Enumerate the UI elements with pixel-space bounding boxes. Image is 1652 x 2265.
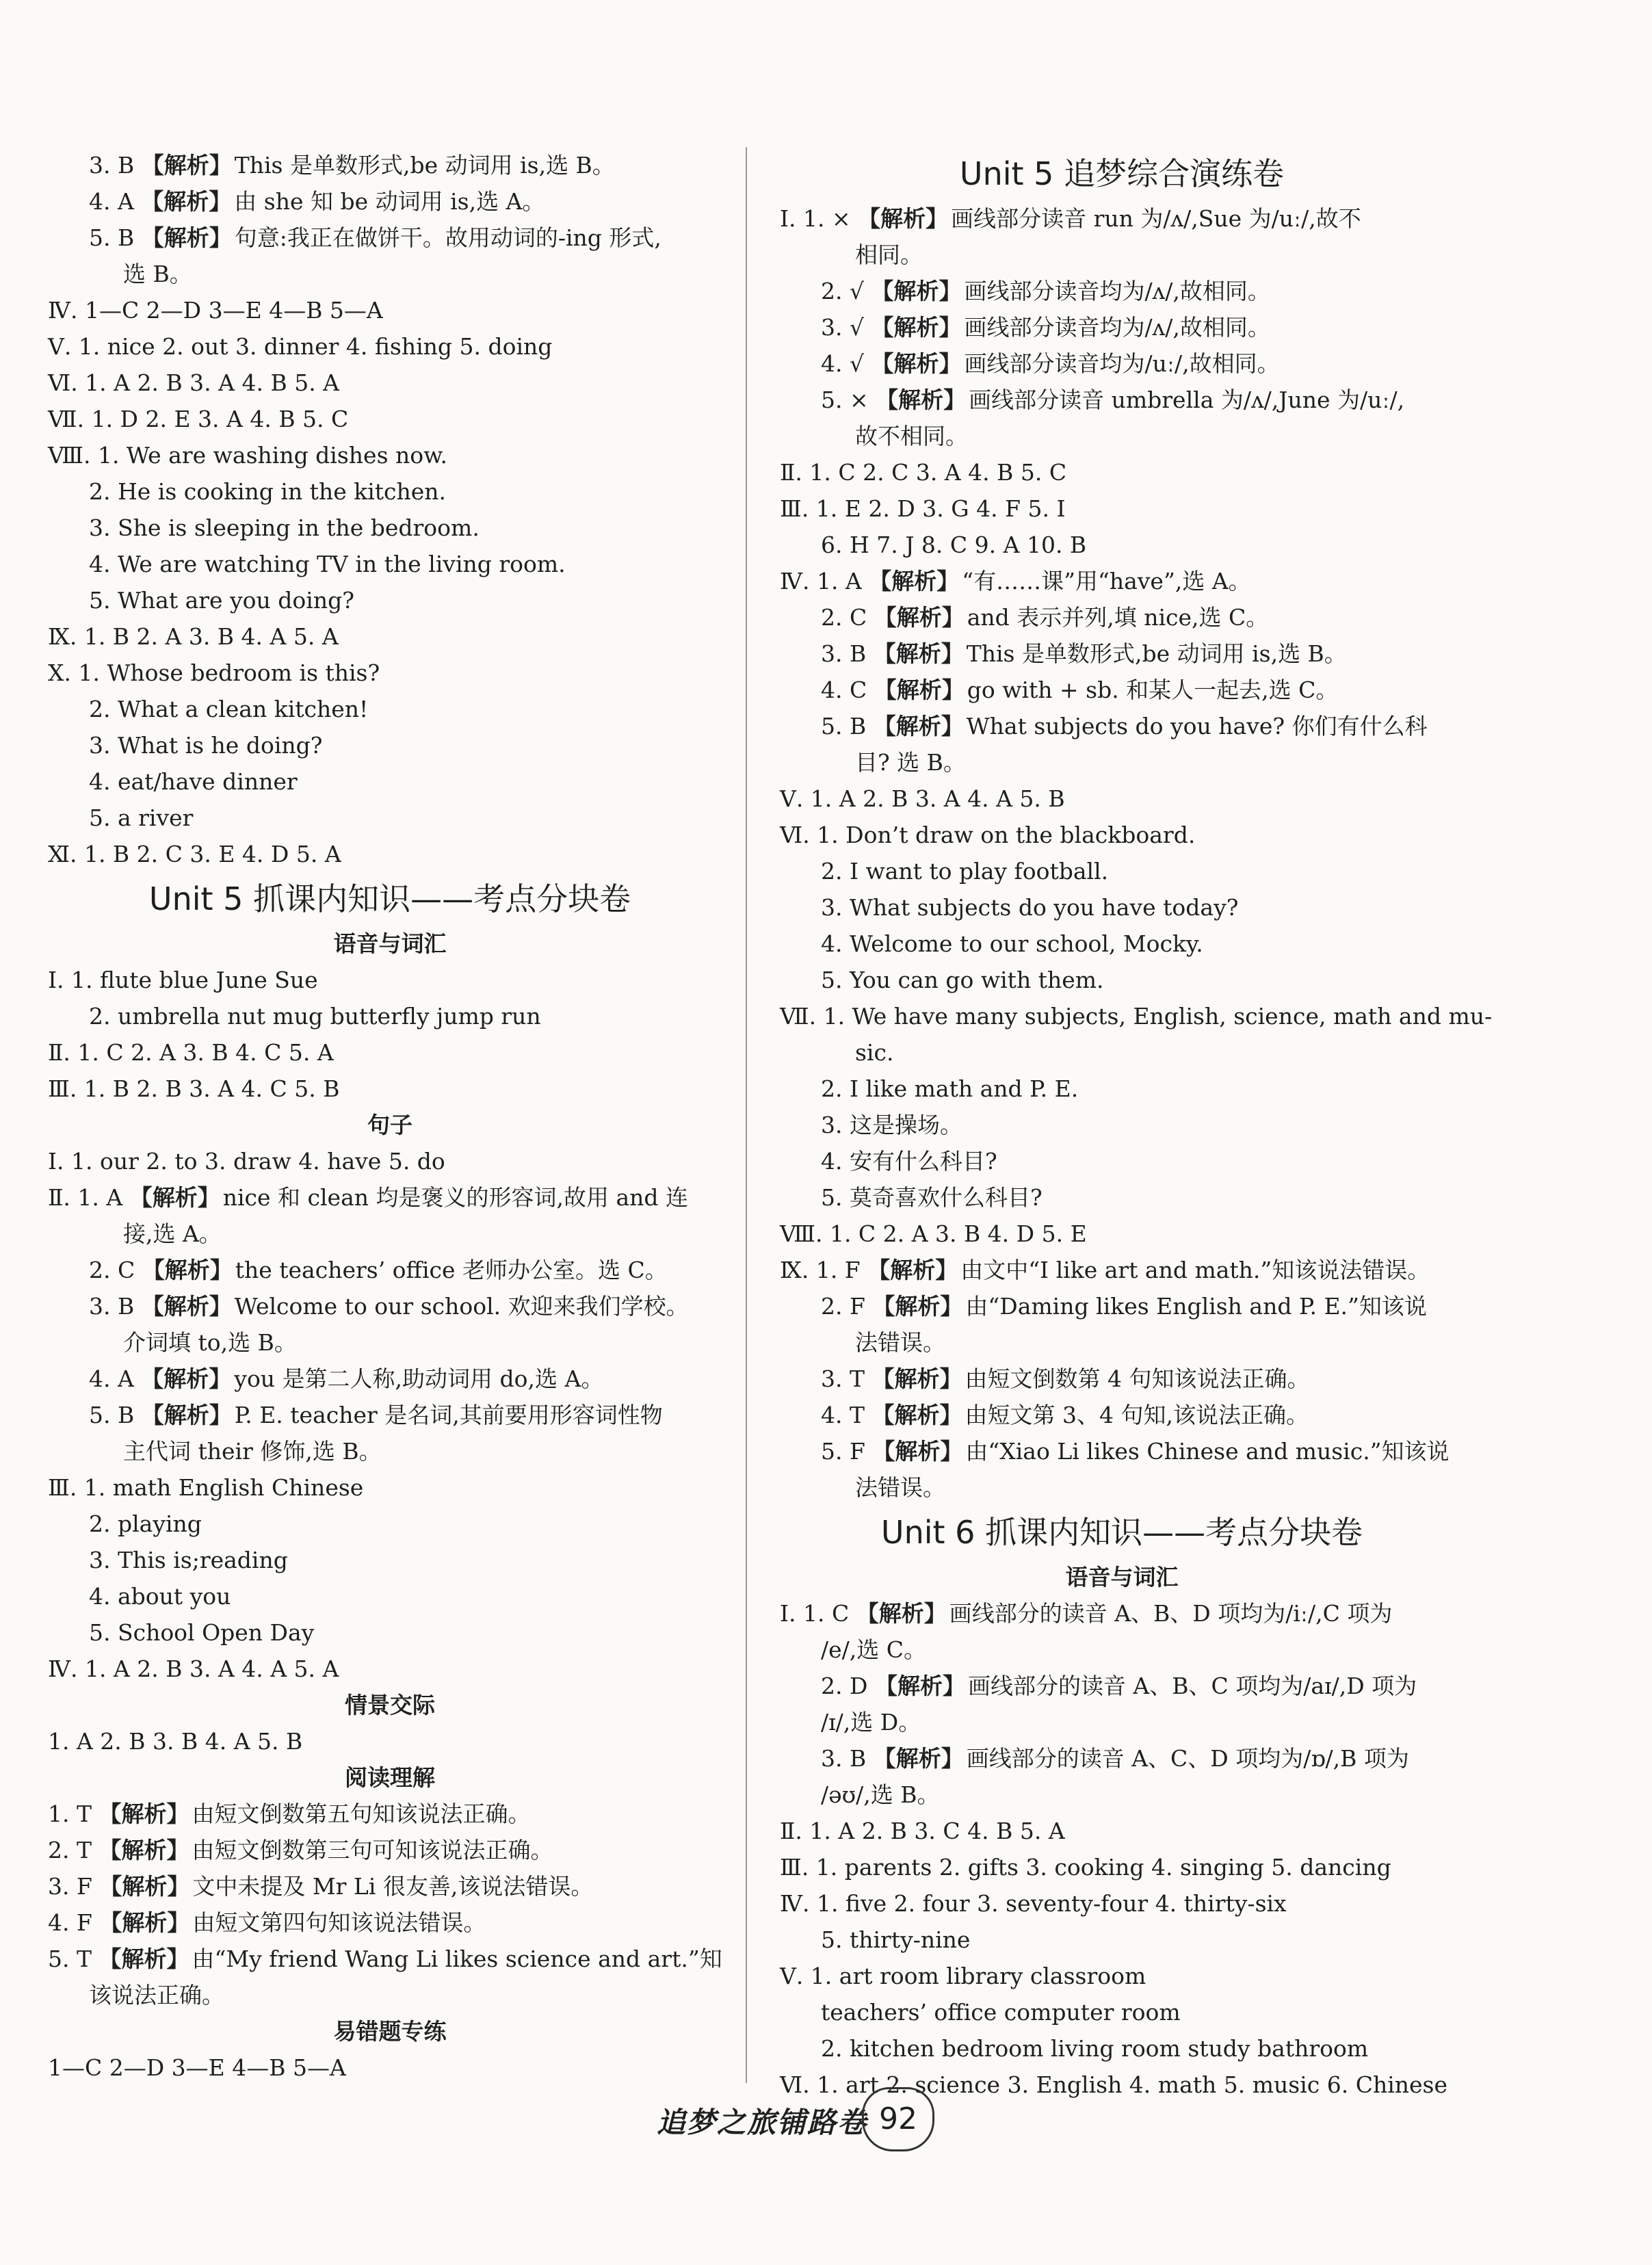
answer-text: you 是第二人称,助动词用 do,选 A。: [234, 1365, 604, 1392]
answer-prefix: 4. √: [821, 350, 871, 377]
analysis-tag: 【解析】: [99, 1909, 190, 1936]
column-divider: [746, 147, 747, 2083]
analysis-tag: 【解析】: [867, 1257, 958, 1283]
answer-text: go with + sb. 和某人一起去,选 C。: [967, 677, 1339, 703]
answer-line: 3. 这是操场。: [821, 1112, 962, 1138]
answer-text: 由“Xiao Li likes Chinese and music.”知该说: [965, 1438, 1450, 1465]
answer-prefix: Ⅰ. 1. C: [780, 1600, 856, 1627]
left-column: [48, 147, 732, 2086]
answer-line: 4. 安有什么科目?: [821, 1148, 997, 1175]
answer-line: Ⅴ. 1. art room library classroom: [780, 1963, 1146, 1989]
answer-line: 5. 莫奇喜欢什么科目?: [821, 1184, 1043, 1211]
answer-text: 由短文倒数第 4 句知该说法正确。: [965, 1365, 1310, 1392]
answer-line: 该说法正确。: [89, 1982, 224, 2008]
answer-text: What subjects do you have? 你们有什么科: [966, 713, 1428, 739]
answer-prefix: 3. B: [821, 640, 874, 667]
answer-line: 4. Welcome to our school, Mocky.: [821, 930, 1203, 957]
answer-line: [48, 1868, 732, 1904]
answer-line: 2. umbrella nut mug butterfly jump run: [89, 1003, 541, 1030]
answer-line: [48, 1288, 732, 1324]
analysis-tag: 【解析】: [874, 1673, 965, 1699]
analysis-tag: 【解析】: [874, 677, 965, 703]
answer-prefix: 5. B: [89, 224, 142, 251]
page-number: 92: [879, 2102, 917, 2136]
answer-prefix: 5. B: [821, 713, 874, 739]
answer-line: [48, 147, 732, 183]
answer-line: [780, 200, 1464, 237]
answer-line: Ⅷ. 1. We are washing dishes now.: [48, 442, 447, 469]
answer-line: 2. playing: [89, 1510, 202, 1537]
answer-prefix: 3. B: [821, 1745, 874, 1772]
subsection-title: 易错题专练: [333, 2018, 447, 2045]
answer-line: [780, 563, 1464, 599]
answer-line: 2. What a clean kitchen!: [89, 696, 369, 722]
answer-line: 1—C 2—D 3—E 4—B 5—A: [48, 2054, 346, 2081]
answer-text: 画线部分的读音 A、C、D 项均为/ɒ/,B 项为: [966, 1745, 1409, 1772]
answer-prefix: 5. ×: [821, 387, 876, 413]
section-title: Unit 6 抓课内知识——考点分块卷: [880, 1514, 1363, 1551]
answer-line: 4. about you: [89, 1583, 231, 1610]
answer-line: [48, 1361, 732, 1397]
section-title: Unit 5 追梦综合演练卷: [959, 155, 1285, 192]
answer-line: [780, 672, 1464, 708]
answer-prefix: 3. B: [89, 152, 142, 179]
answer-text: 画线部分读音均为/uː/,故相同。: [964, 350, 1280, 377]
subsection-title: 阅读理解: [345, 1764, 435, 1791]
answer-line: 3. She is sleeping in the bedroom.: [89, 514, 480, 541]
answer-line: 5. a river: [89, 804, 194, 831]
answer-prefix: 2. T: [48, 1837, 99, 1863]
answer-line: 介词填 to,选 B。: [123, 1329, 297, 1356]
answer-prefix: 5. B: [89, 1402, 142, 1428]
answer-line: [780, 1361, 1464, 1397]
section-title: Unit 5 抓课内知识——考点分块卷: [148, 880, 631, 917]
answer-line: [780, 1433, 1464, 1469]
answer-line: Ⅷ. 1. C 2. A 3. B 4. D 5. E: [780, 1220, 1087, 1247]
answer-prefix: 4. A: [89, 1365, 142, 1392]
answer-prefix: 2. C: [821, 604, 874, 631]
answer-line: [48, 220, 732, 256]
subsection-title: 语音与词汇: [1065, 1564, 1179, 1590]
answer-line: 2. I like math and P. E.: [821, 1075, 1079, 1102]
answer-line: [48, 1179, 732, 1216]
analysis-tag: 【解析】: [141, 1293, 232, 1320]
answer-line: Ⅳ. 1—C 2—D 3—E 4—B 5—A: [48, 297, 383, 324]
answer-line: [48, 1904, 732, 1941]
answer-text: 画线部分读音均为/ʌ/,故相同。: [964, 314, 1270, 341]
answer-line: Ⅵ. 1. Don’t draw on the blackboard.: [780, 822, 1196, 848]
answer-prefix: 1. T: [48, 1801, 99, 1827]
answer-line: 接,选 A。: [123, 1220, 222, 1247]
analysis-tag: 【解析】: [141, 188, 232, 215]
answer-text: 由“Daming likes English and P. E.”知该说: [965, 1293, 1427, 1320]
answer-text: 由 she 知 be 动词用 is,选 A。: [234, 188, 545, 215]
answer-line: teachers’ office computer room: [821, 1999, 1181, 2026]
answer-line: [48, 1796, 732, 1832]
answer-line: 目? 选 B。: [855, 749, 966, 776]
answer-line: 5. What are you doing?: [89, 587, 354, 614]
answer-line: 故不相同。: [855, 423, 968, 449]
right-column: [780, 147, 1493, 2103]
answer-line: [780, 1288, 1464, 1324]
answer-text: Welcome to our school. 欢迎来我们学校。: [234, 1293, 689, 1320]
analysis-tag: 【解析】: [871, 350, 962, 377]
answer-line: Ⅰ. 1. flute blue June Sue: [48, 967, 318, 993]
answer-line: 3. What subjects do you have today?: [821, 894, 1239, 921]
answer-line: [48, 1252, 732, 1288]
answer-line: Ⅲ. 1. E 2. D 3. G 4. F 5. I: [780, 495, 1066, 522]
answer-line: Ⅲ. 1. B 2. B 3. A 4. C 5. B: [48, 1075, 340, 1102]
answer-line: 6. H 7. J 8. C 9. A 10. B: [821, 532, 1087, 558]
analysis-tag: 【解析】: [873, 1745, 964, 1772]
answer-line: Ⅵ. 1. art 2. science 3. English 4. math 5. music 6. Chinese: [780, 2071, 1448, 2098]
analysis-tag: 【解析】: [872, 1293, 963, 1320]
answer-text: “有……课”用“have”,选 A。: [962, 568, 1251, 594]
answer-line: Ⅴ. 1. nice 2. out 3. dinner 4. fishing 5. doing: [48, 333, 553, 360]
answer-text: This 是单数形式,be 动词用 is,选 B。: [234, 152, 615, 179]
answer-line: [48, 1832, 732, 1868]
answer-line: 2. I want to play football.: [821, 858, 1109, 885]
answer-text: 由短文倒数第三句可知该说法正确。: [192, 1837, 553, 1863]
answer-prefix: 4. T: [821, 1402, 872, 1428]
answer-line: 3. What is he doing?: [89, 732, 323, 759]
analysis-tag: 【解析】: [99, 1801, 189, 1827]
analysis-tag: 【解析】: [141, 152, 232, 179]
answer-prefix: 3. B: [89, 1293, 142, 1320]
answer-line: Ⅲ. 1. math English Chinese: [48, 1474, 364, 1501]
answer-text: the teachers’ office 老师办公室。选 C。: [235, 1257, 668, 1283]
answer-prefix: 3. T: [821, 1365, 872, 1392]
answer-text: 由短文第四句知该说法错误。: [192, 1909, 486, 1936]
analysis-tag: 【解析】: [99, 1837, 189, 1863]
answer-text: and 表示并列,填 nice,选 C。: [967, 604, 1269, 631]
answer-line: 4. We are watching TV in the living room.: [89, 551, 566, 577]
answer-line: [48, 183, 732, 220]
answer-line: Ⅰ. 1. our 2. to 3. draw 4. have 5. do: [48, 1148, 445, 1175]
answer-text: This 是单数形式,be 动词用 is,选 B。: [966, 640, 1347, 667]
answer-prefix: 3. F: [48, 1873, 100, 1900]
answer-line: /əʊ/,选 B。: [821, 1781, 940, 1808]
analysis-tag: 【解析】: [871, 1402, 962, 1428]
analysis-tag: 【解析】: [141, 1402, 232, 1428]
answer-line: Ⅺ. 1. B 2. C 3. E 4. D 5. A: [48, 841, 341, 867]
answer-line: /e/,选 C。: [821, 1636, 926, 1663]
answer-line: sic.: [855, 1039, 894, 1066]
answer-prefix: Ⅱ. 1. A: [48, 1184, 130, 1211]
answer-text: 画线部分读音 umbrella 为/ʌ/,June 为/uː/,: [969, 387, 1405, 413]
analysis-tag: 【解析】: [873, 640, 964, 667]
analysis-tag: 【解析】: [869, 568, 960, 594]
answer-line: Ⅳ. 1. A 2. B 3. A 4. A 5. A: [48, 1655, 339, 1682]
answer-line: 法错误。: [855, 1474, 945, 1501]
answer-line: 主代词 their 修饰,选 B。: [123, 1438, 382, 1465]
answer-line: Ⅶ. 1. We have many subjects, English, science, math and mu-: [780, 1003, 1493, 1030]
answer-line: [780, 1397, 1464, 1433]
answer-line: [48, 1941, 732, 1977]
answer-line: 1. A 2. B 3. B 4. A 5. B: [48, 1728, 303, 1755]
analysis-tag: 【解析】: [874, 604, 965, 631]
answer-prefix: 2. C: [89, 1257, 142, 1283]
answer-line: 法错误。: [855, 1329, 945, 1356]
answer-prefix: Ⅰ. 1. ×: [780, 205, 858, 232]
answer-prefix: 4. A: [89, 188, 142, 215]
answer-text: nice 和 clean 均是褒义的形容词,故用 and 连: [222, 1184, 689, 1211]
answer-line: [780, 309, 1464, 345]
answer-text: 画线部分读音均为/ʌ/,故相同。: [964, 278, 1270, 304]
answer-line: 3. This is;reading: [89, 1547, 288, 1573]
answer-line: [780, 1668, 1464, 1704]
footer-brand-logo: 追梦之旅铺路卷: [657, 2106, 868, 2139]
analysis-tag: 【解析】: [141, 224, 232, 251]
answer-prefix: 2. F: [821, 1293, 873, 1320]
answer-line: Ⅳ. 1. five 2. four 3. seventy-four 4. thirty-six: [780, 1890, 1287, 1917]
answer-line: /ɪ/,选 D。: [821, 1709, 921, 1736]
page-footer: [657, 2083, 999, 2165]
answer-prefix: 2. √: [821, 278, 871, 304]
answer-line: 选 B。: [123, 261, 192, 287]
answer-text: 画线部分读音 run 为/ʌ/,Sue 为/uː/,故不: [951, 205, 1361, 232]
answer-line: 2. He is cooking in the kitchen.: [89, 478, 447, 505]
answer-line: Ⅲ. 1. parents 2. gifts 3. cooking 4. singing 5. dancing: [780, 1854, 1391, 1881]
answer-text: P. E. teacher 是名词,其前要用形容词性物: [234, 1402, 663, 1428]
analysis-tag: 【解析】: [871, 314, 962, 341]
answer-line: [780, 273, 1464, 309]
analysis-tag: 【解析】: [142, 1257, 233, 1283]
analysis-tag: 【解析】: [141, 1365, 232, 1392]
analysis-tag: 【解析】: [873, 713, 964, 739]
analysis-tag: 【解析】: [99, 1946, 189, 1972]
answer-line: [780, 636, 1464, 672]
answer-text: 由短文第 3、4 句知,该说法正确。: [965, 1402, 1309, 1428]
answer-line: 相同。: [855, 241, 923, 268]
answer-line: Ⅴ. 1. A 2. B 3. A 4. A 5. B: [780, 785, 1065, 812]
answer-line: 5. You can go with them.: [821, 967, 1104, 993]
answer-text: 画线部分的读音 A、B、C 项均为/aɪ/,D 项为: [967, 1673, 1417, 1699]
answer-text: 文中未提及 Mr Li 很友善,该说法错误。: [192, 1873, 594, 1900]
answer-line: [780, 1595, 1464, 1632]
subsection-title: 情景交际: [345, 1692, 435, 1718]
analysis-tag: 【解析】: [872, 1438, 963, 1465]
answer-line: [780, 599, 1464, 636]
answer-line: Ⅱ. 1. C 2. A 3. B 4. C 5. A: [48, 1039, 334, 1066]
answer-line: Ⅹ. 1. Whose bedroom is this?: [48, 659, 380, 686]
analysis-tag: 【解析】: [871, 278, 962, 304]
answer-text: 由文中“I like art and math.”知该说法错误。: [960, 1257, 1430, 1283]
answer-prefix: 5. F: [821, 1438, 873, 1465]
answer-line: Ⅸ. 1. B 2. A 3. B 4. A 5. A: [48, 623, 339, 650]
subsection-title: 句子: [367, 1112, 412, 1138]
answer-text: 由短文倒数第五句知该说法正确。: [192, 1801, 531, 1827]
answer-line: 5. thirty-nine: [821, 1926, 971, 1953]
answer-prefix: 5. T: [48, 1946, 99, 1972]
answer-line: [780, 382, 1464, 418]
answer-line: 5. School Open Day: [89, 1619, 315, 1646]
analysis-tag: 【解析】: [856, 1600, 947, 1627]
answer-line: Ⅵ. 1. A 2. B 3. A 4. B 5. A: [48, 369, 340, 396]
answer-line: [780, 1740, 1464, 1777]
subsection-title: 语音与词汇: [333, 930, 447, 957]
answer-prefix: 4. C: [821, 677, 874, 703]
analysis-tag: 【解析】: [129, 1184, 220, 1211]
answer-prefix: Ⅳ. 1. A: [780, 568, 869, 594]
analysis-tag: 【解析】: [871, 1365, 962, 1392]
analysis-tag: 【解析】: [99, 1873, 190, 1900]
answer-text: 句意:我正在做饼干。故用动词的-ing 形式,: [234, 224, 661, 251]
answer-line: [48, 1397, 732, 1433]
answer-line: 2. kitchen bedroom living room study bathroom: [821, 2035, 1369, 2062]
answer-prefix: Ⅸ. 1. F: [780, 1257, 868, 1283]
answer-line: [780, 345, 1464, 382]
answer-line: Ⅱ. 1. A 2. B 3. C 4. B 5. A: [780, 1818, 1065, 1844]
page-number-badge: [862, 2087, 934, 2151]
answer-prefix: 4. F: [48, 1909, 100, 1936]
answer-prefix: 3. √: [821, 314, 871, 341]
analysis-tag: 【解析】: [876, 387, 967, 413]
answer-text: 由“My friend Wang Li likes science and art.”知: [192, 1946, 722, 1972]
analysis-tag: 【解析】: [858, 205, 949, 232]
answer-text: 画线部分的读音 A、B、D 项均为/iː/,C 项为: [949, 1600, 1393, 1627]
answer-prefix: 2. D: [821, 1673, 875, 1699]
answer-line: [780, 1252, 1464, 1288]
answer-line: 4. eat/have dinner: [89, 768, 298, 795]
answer-line: [780, 708, 1464, 744]
answer-line: Ⅱ. 1. C 2. C 3. A 4. B 5. C: [780, 459, 1067, 486]
answer-line: Ⅶ. 1. D 2. E 3. A 4. B 5. C: [48, 406, 349, 432]
